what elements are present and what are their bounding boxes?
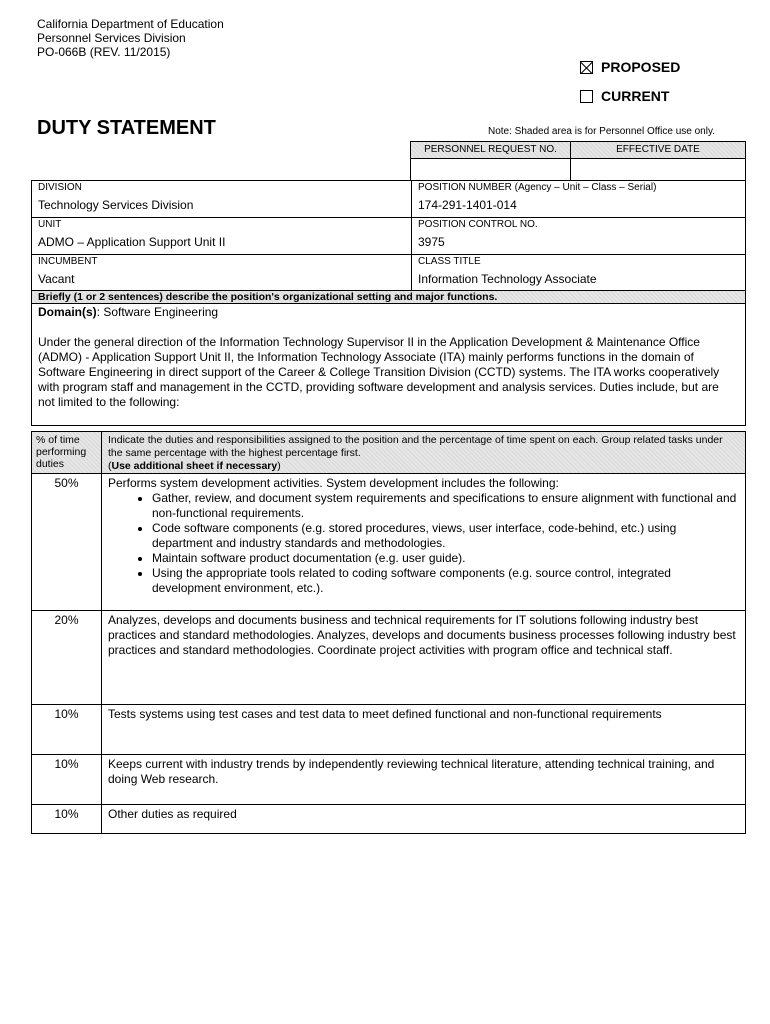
department-name: California Department of Education [37,17,224,31]
effective-date-label: EFFECTIVE DATE [571,142,745,159]
position-number-value[interactable]: 174-291-1401-014 [418,198,517,212]
duty-percent[interactable]: 50% [32,474,102,610]
class-title-label: CLASS TITLE [418,256,481,267]
instructions-paren: ) [277,460,281,472]
division-value[interactable]: Technology Services Division [38,198,194,212]
proposed-option[interactable] [580,59,680,75]
domain-value: : Software Engineering [96,305,219,319]
position-description[interactable]: Under the general direction of the Information Technology Supervisor II in the Application Development & Maintenance Office (ADMO) - Application Support Unit II, the Information Technology Associate (ITA) mainly performs functions in the domain of Software Engineering in direct support of the Career & College Transition Division (CCTD) systems. The ITA works cooperatively with program staff and management in the CCTD, providing software development and analysis services. Duties include, but are not limited to the following: [38,335,720,409]
personnel-request-column [411,142,571,180]
duty-bullet: • Gather, review, and document system requirements and specifications to ensure alignment with functional and non-functional requirements. [152,491,737,521]
position-control-value[interactable]: 3975 [418,235,445,249]
duty-percent[interactable]: 10% [32,755,102,804]
duty-description[interactable]: Other duties as required [108,807,237,821]
duty-row [32,704,745,754]
position-info-grid [31,180,746,426]
column-divider [411,181,412,291]
duty-row [32,804,745,833]
position-number-field [418,182,656,212]
position-number-label: POSITION NUMBER (Agency – Unit – Class – Serial) [418,182,657,193]
duty-bullet: • Maintain software product documentation (e.g. user guide). [152,551,737,566]
describe-prompt: Briefly (1 or 2 sentences) describe the position's organizational setting and major functions. [32,291,745,304]
current-checkbox[interactable] [580,90,593,103]
unit-label: UNIT [38,219,62,230]
duty-row [32,610,745,704]
duty-bullet: • Using the appropriate tools related to coding software components (e.g. source control, integrated development environment, etc.). [152,566,737,596]
proposed-label: PROPOSED [601,59,681,75]
position-control-label: POSITION CONTROL NO. [418,219,538,230]
unit-value[interactable]: ADMO – Application Support Unit II [38,235,226,249]
duty-bullet-list [108,491,737,596]
position-control-field [418,219,538,249]
duties-instructions [102,432,745,473]
class-title-field [418,256,597,286]
duty-description[interactable]: Keeps current with industry trends by independently reviewing technical literature, attending technical training, and doing Web research. [108,757,715,786]
personnel-office-table [410,141,746,181]
duty-row [32,754,745,804]
instructions-paren: ( [108,460,112,472]
duty-percent[interactable]: 10% [32,705,102,754]
duties-header-row [32,432,745,473]
duty-percent[interactable]: 20% [32,611,102,704]
current-option[interactable] [580,88,669,104]
effective-date-column [571,142,745,180]
incumbent-value[interactable]: Vacant [38,272,75,286]
duty-percent[interactable]: 10% [32,805,102,833]
duty-description[interactable]: Tests systems using test cases and test data to meet defined functional and non-functional requirements [108,707,662,721]
duty-text: Performs system development activities. System development includes the following: [108,476,559,490]
personnel-request-label: PERSONNEL REQUEST NO. [411,142,570,159]
domain-label: Domain(s) [38,305,97,319]
page-title: DUTY STATEMENT [37,117,216,139]
incumbent-field [38,256,97,286]
unit-field [38,219,225,249]
proposed-checkbox[interactable] [580,61,593,74]
division-field [38,182,193,212]
division-name: Personnel Services Division [37,31,186,45]
instructions-text: Indicate the duties and responsibilities assigned to the position and the percentage of time spent on each. Group related tasks under the same percentage with the highest percentage first. [108,434,723,459]
duty-description[interactable]: Analyzes, develops and documents business and technical requirements for IT solutions following industry best practices and standard methodologies. Analyzes, develops and documents business processes following industry best practices and standard methodologies. Coordinate project activities with program office and technical staff. [108,613,736,657]
class-title-value[interactable]: Information Technology Associate [418,272,597,286]
duties-table [31,431,746,834]
shaded-area-note: Note: Shaded area is for Personnel Office use only. [488,126,715,137]
current-label: CURRENT [601,88,670,104]
form-number: PO-066B (REV. 11/2015) [37,45,171,59]
row-divider [32,217,745,218]
instructions-bold: Use additional sheet if necessary [111,460,278,472]
pct-time-header: % of time performing duties [32,432,102,473]
division-label: DIVISION [38,182,82,193]
incumbent-label: INCUMBENT [38,256,98,267]
domain-line [38,305,218,319]
form-header [37,17,224,59]
row-divider [32,254,745,255]
duty-row [32,473,745,610]
duty-description[interactable] [102,474,745,610]
duty-bullet: • Code software components (e.g. stored procedures, views, user interface, code-behind, etc.) using department and industry standards and methodologies. [152,521,737,551]
